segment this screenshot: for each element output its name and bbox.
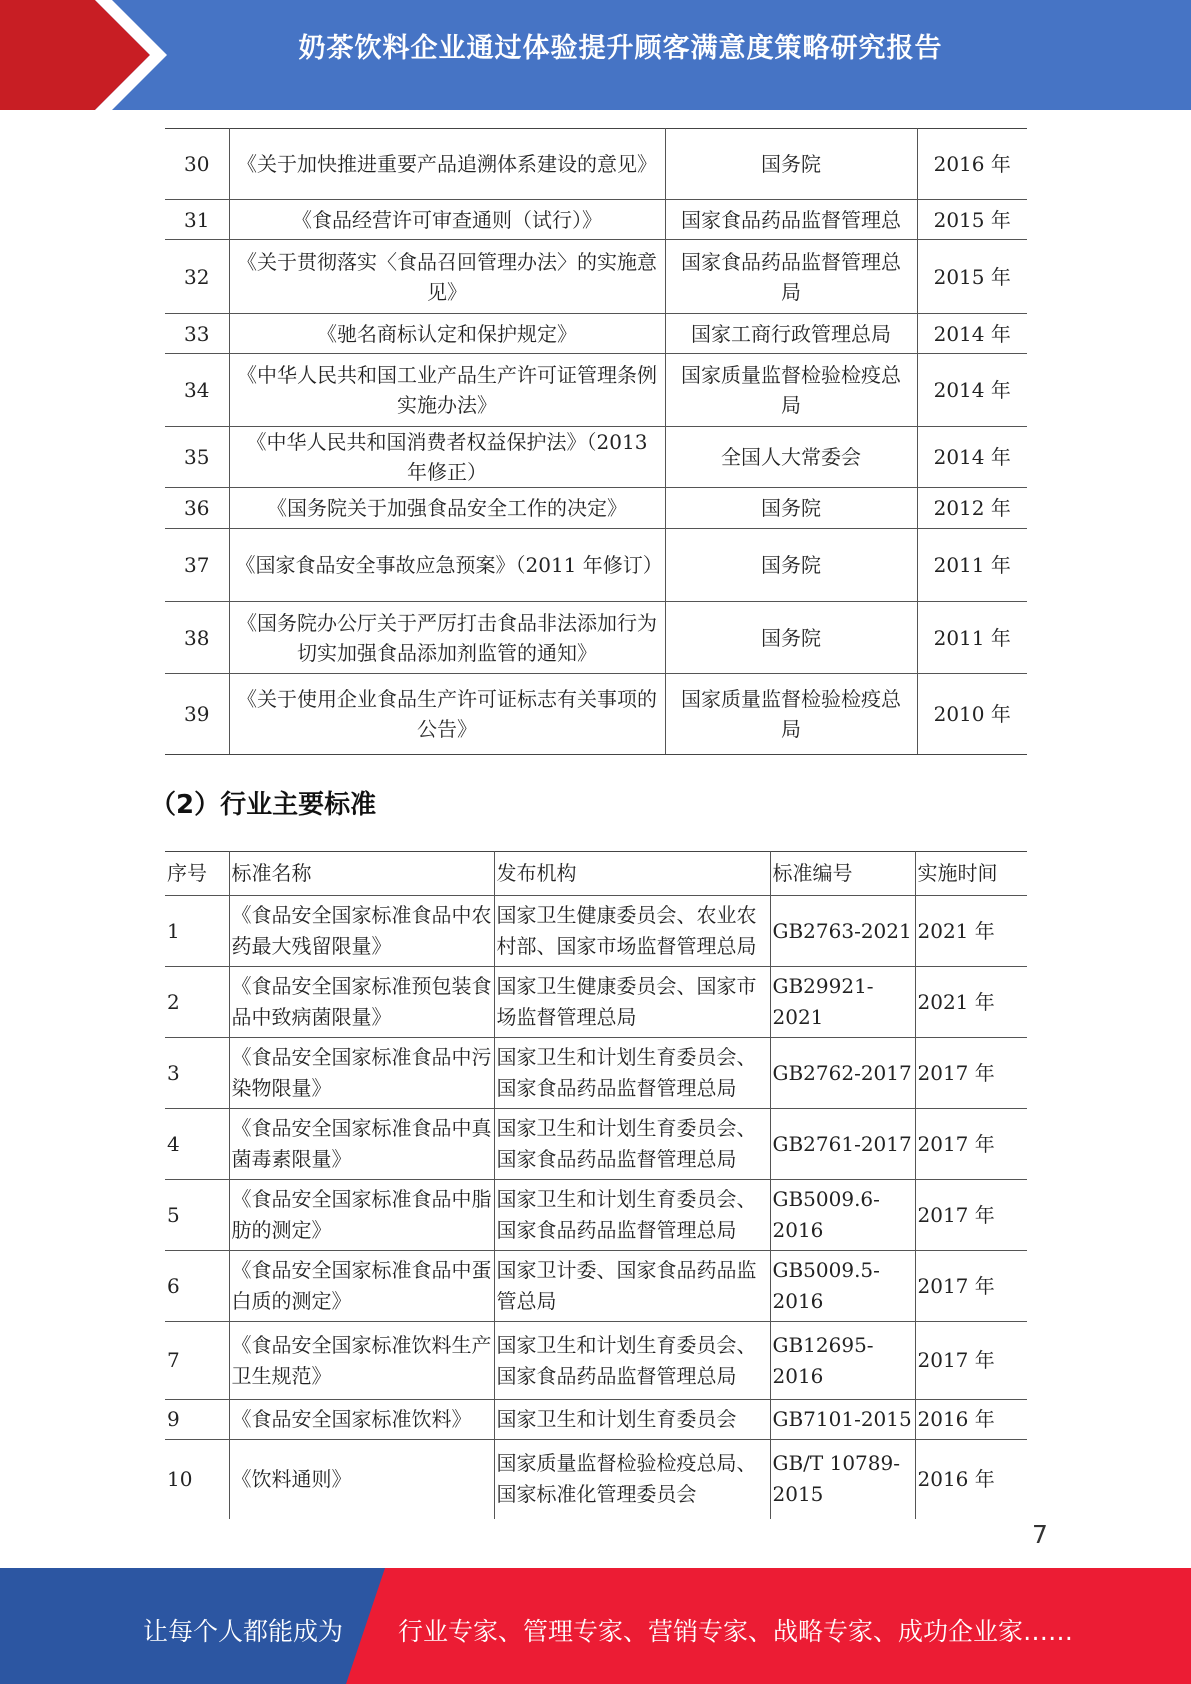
footer-slogan-left: 让每个人都能成为 <box>143 1617 344 1646</box>
regulation-issuer: 国家质量监督检验检疫总局 <box>665 354 917 427</box>
standard-date: 2017 年 <box>915 1322 1027 1400</box>
table-row <box>165 1322 1027 1400</box>
standard-name: 《食品安全国家标准饮料生产卫生规范》 <box>229 1322 494 1400</box>
standard-code: GB2762-2017 <box>770 1038 915 1109</box>
regulation-name: 《中华人民共和国工业产品生产许可证管理条例实施办法》 <box>229 354 665 427</box>
regulation-year: 2015 年 <box>917 240 1027 314</box>
regulation-name: 《关于使用企业食品生产许可证标志有关事项的公告》 <box>229 674 665 755</box>
standard-name: 《食品安全国家标准食品中真菌毒素限量》 <box>229 1109 494 1180</box>
row-number: 1 <box>165 896 229 967</box>
table-row <box>165 354 1027 427</box>
table-row <box>165 488 1027 529</box>
regulation-issuer: 国家食品药品监督管理总局 <box>665 240 917 314</box>
standard-issuer: 国家卫生和计划生育委员会、国家食品药品监督管理总局 <box>494 1180 770 1251</box>
regulation-issuer: 国务院 <box>665 529 917 602</box>
regulation-name: 《中华人民共和国消费者权益保护法》（2013 年修正） <box>229 427 665 488</box>
standard-date: 2017 年 <box>915 1180 1027 1251</box>
table-row <box>165 1180 1027 1251</box>
page-header <box>0 0 1191 110</box>
standard-name: 《食品安全国家标准食品中污染物限量》 <box>229 1038 494 1109</box>
row-number: 39 <box>165 674 229 755</box>
regulation-issuer: 国务院 <box>665 129 917 200</box>
standard-code: GB12695-2016 <box>770 1322 915 1400</box>
standard-code: GB7101-2015 <box>770 1400 915 1440</box>
table-row <box>165 427 1027 488</box>
standard-date: 2016 年 <box>915 1440 1027 1519</box>
header-code: 标准编号 <box>770 852 915 896</box>
table-row <box>165 129 1027 200</box>
standard-issuer: 国家卫生和计划生育委员会、国家食品药品监督管理总局 <box>494 1322 770 1400</box>
standard-issuer: 国家卫生健康委员会、农业农村部、国家市场监督管理总局 <box>494 896 770 967</box>
page-footer <box>0 1568 1191 1684</box>
row-number: 35 <box>165 427 229 488</box>
report-title: 奶茶饮料企业通过体验提升顾客满意度策略研究报告 <box>298 33 943 64</box>
standard-code: GB2763-2021 <box>770 896 915 967</box>
standard-name: 《食品安全国家标准预包装食品中致病菌限量》 <box>229 967 494 1038</box>
table-row <box>165 1038 1027 1109</box>
standard-issuer: 国家卫生和计划生育委员会、国家食品药品监督管理总局 <box>494 1109 770 1180</box>
regulation-year: 2011 年 <box>917 602 1027 674</box>
row-number: 34 <box>165 354 229 427</box>
standard-date: 2017 年 <box>915 1251 1027 1322</box>
row-number: 10 <box>165 1440 229 1519</box>
table-row <box>165 1440 1027 1519</box>
row-number: 5 <box>165 1180 229 1251</box>
table-row <box>165 1400 1027 1440</box>
footer-slogan-right: 行业专家、管理专家、营销专家、战略专家、成功企业家…… <box>398 1617 1074 1646</box>
row-number: 9 <box>165 1400 229 1440</box>
regulation-year: 2010 年 <box>917 674 1027 755</box>
standard-date: 2016 年 <box>915 1400 1027 1440</box>
standard-issuer: 国家卫生和计划生育委员会 <box>494 1400 770 1440</box>
standards-table <box>165 851 1027 1519</box>
standard-date: 2021 年 <box>915 896 1027 967</box>
standard-issuer: 国家卫生健康委员会、国家市场监督管理总局 <box>494 967 770 1038</box>
standard-issuer: 国家卫计委、国家食品药品监管总局 <box>494 1251 770 1322</box>
regulation-name: 《国务院关于加强食品安全工作的决定》 <box>229 488 665 529</box>
header-issuer: 发布机构 <box>494 852 770 896</box>
row-number: 37 <box>165 529 229 602</box>
standard-code: GB29921-2021 <box>770 967 915 1038</box>
standard-name: 《食品安全国家标准食品中脂肪的测定》 <box>229 1180 494 1251</box>
table-row <box>165 529 1027 602</box>
standard-name: 《食品安全国家标准饮料》 <box>229 1400 494 1440</box>
row-number: 4 <box>165 1109 229 1180</box>
regulation-issuer: 国务院 <box>665 602 917 674</box>
regulation-year: 2015 年 <box>917 200 1027 240</box>
table-row <box>165 602 1027 674</box>
standard-issuer: 国家卫生和计划生育委员会、国家食品药品监督管理总局 <box>494 1038 770 1109</box>
row-number: 6 <box>165 1251 229 1322</box>
regulation-issuer: 国家质量监督检验检疫总局 <box>665 674 917 755</box>
row-number: 33 <box>165 314 229 354</box>
regulation-issuer: 国家食品药品监督管理总 <box>665 200 917 240</box>
row-number: 36 <box>165 488 229 529</box>
standard-code: GB5009.6-2016 <box>770 1180 915 1251</box>
table-row <box>165 896 1027 967</box>
standard-name: 《食品安全国家标准食品中农药最大残留限量》 <box>229 896 494 967</box>
standard-name: 《食品安全国家标准食品中蛋白质的测定》 <box>229 1251 494 1322</box>
regulation-issuer: 全国人大常委会 <box>665 427 917 488</box>
regulation-issuer: 国家工商行政管理总局 <box>665 314 917 354</box>
table-row <box>165 200 1027 240</box>
table-row <box>165 314 1027 354</box>
regulation-name: 《国家食品安全事故应急预案》（2011 年修订） <box>229 529 665 602</box>
regulation-year: 2014 年 <box>917 427 1027 488</box>
row-number: 7 <box>165 1322 229 1400</box>
regulation-year: 2014 年 <box>917 314 1027 354</box>
header-number: 序号 <box>165 852 229 896</box>
row-number: 32 <box>165 240 229 314</box>
regulation-name: 《关于贯彻落实〈食品召回管理办法〉的实施意见》 <box>229 240 665 314</box>
header-name: 标准名称 <box>229 852 494 896</box>
standard-date: 2021 年 <box>915 967 1027 1038</box>
section-heading: （2）行业主要标准 <box>150 790 377 820</box>
standard-code: GB5009.5-2016 <box>770 1251 915 1322</box>
header-date: 实施时间 <box>915 852 1027 896</box>
regulation-name: 《国务院办公厅关于严厉打击食品非法添加行为切实加强食品添加剂监管的通知》 <box>229 602 665 674</box>
regulation-name: 《驰名商标认定和保护规定》 <box>229 314 665 354</box>
regulation-name: 《关于加快推进重要产品追溯体系建设的意见》 <box>229 129 665 200</box>
regulation-year: 2016 年 <box>917 129 1027 200</box>
table-header-row <box>165 852 1027 896</box>
regulation-name: 《食品经营许可审查通则（试行）》 <box>229 200 665 240</box>
regulation-year: 2014 年 <box>917 354 1027 427</box>
table-row <box>165 1251 1027 1322</box>
standard-date: 2017 年 <box>915 1109 1027 1180</box>
table-row <box>165 967 1027 1038</box>
row-number: 3 <box>165 1038 229 1109</box>
regulation-issuer: 国务院 <box>665 488 917 529</box>
row-number: 2 <box>165 967 229 1038</box>
standard-name: 《饮料通则》 <box>229 1440 494 1519</box>
regulation-year: 2012 年 <box>917 488 1027 529</box>
standard-code: GB2761-2017 <box>770 1109 915 1180</box>
regulations-table <box>165 128 1027 755</box>
standard-date: 2017 年 <box>915 1038 1027 1109</box>
table-row <box>165 240 1027 314</box>
row-number: 31 <box>165 200 229 240</box>
standard-code: GB/T 10789-2015 <box>770 1440 915 1519</box>
row-number: 38 <box>165 602 229 674</box>
page-number: 7 <box>1032 1520 1048 1549</box>
row-number: 30 <box>165 129 229 200</box>
regulation-year: 2011 年 <box>917 529 1027 602</box>
table-row <box>165 1109 1027 1180</box>
standard-issuer: 国家质量监督检验检疫总局、国家标准化管理委员会 <box>494 1440 770 1519</box>
table-row <box>165 674 1027 755</box>
